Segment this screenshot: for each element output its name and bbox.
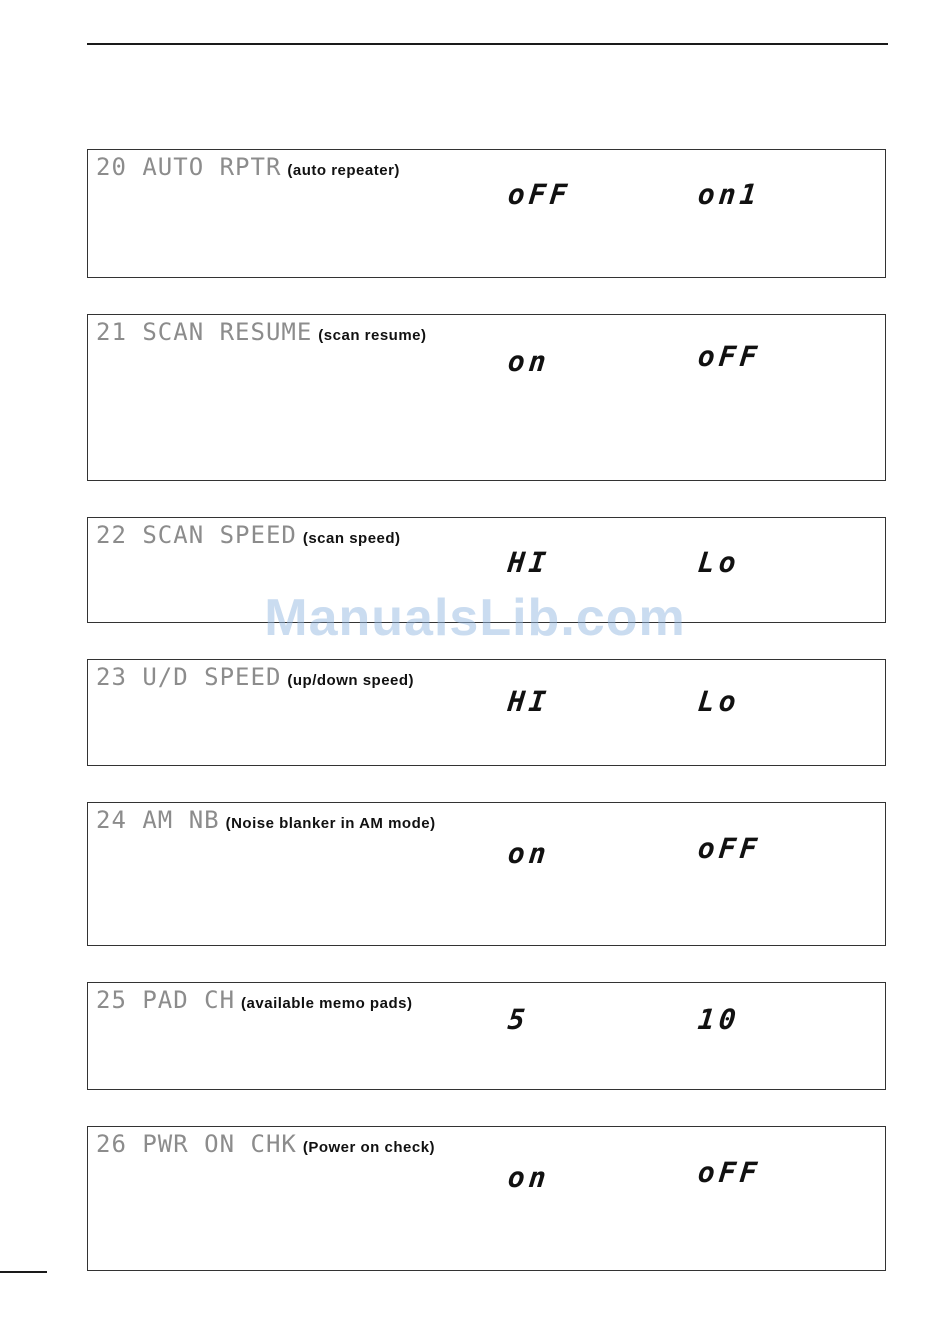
setting-title-row: [96, 986, 412, 1014]
setting-title-row: [96, 663, 414, 691]
setting-title-row: [96, 521, 401, 549]
setting-box-power-on-check: [87, 1126, 886, 1271]
option-b-display: oFF: [696, 340, 763, 373]
setting-box-auto-repeater: [87, 149, 886, 278]
option-a-display: HI: [506, 685, 552, 718]
lcd-title: 26 PWR ON CHK: [96, 1130, 297, 1158]
setting-description: (up/down speed): [287, 672, 415, 689]
option-b-display: Lo: [696, 546, 742, 579]
option-a-display: on: [506, 1161, 552, 1194]
option-a-display: 5: [506, 1003, 531, 1036]
setting-box-up-down-speed: [87, 659, 886, 766]
lcd-title: 23 U/D SPEED: [96, 663, 282, 691]
lcd-title: 25 PAD CH: [96, 986, 236, 1014]
setting-description: (available memo pads): [241, 995, 413, 1012]
lcd-title: 21 SCAN RESUME: [96, 318, 313, 346]
option-b-display: on1: [696, 178, 763, 211]
watermark: ManualsLib.com: [264, 589, 686, 647]
option-b-display: oFF: [696, 832, 763, 865]
setting-description: (auto repeater): [287, 162, 400, 179]
lcd-title: 22 SCAN SPEED: [96, 521, 297, 549]
setting-box-pad-ch: [87, 982, 886, 1090]
option-a-display: on: [506, 837, 552, 870]
setting-box-am-noise-blanker: [87, 802, 886, 946]
bottom-corner-rule: [0, 1271, 47, 1273]
top-rule: [87, 43, 888, 45]
setting-description: (scan resume): [318, 327, 427, 344]
option-a-display: HI: [506, 546, 552, 579]
setting-title-row: [96, 153, 400, 181]
option-a-display: oFF: [506, 178, 573, 211]
setting-description: (scan speed): [302, 530, 401, 547]
option-a-display: on: [506, 345, 552, 378]
setting-description: (Noise blanker in AM mode): [225, 815, 436, 832]
setting-box-scan-resume: [87, 314, 886, 481]
option-b-display: 10: [696, 1003, 742, 1036]
setting-title-row: [96, 318, 427, 346]
lcd-title: 20 AUTO RPTR: [96, 153, 282, 181]
lcd-title: 24 AM NB: [96, 806, 220, 834]
option-b-display: oFF: [696, 1156, 763, 1189]
option-b-display: Lo: [696, 685, 742, 718]
setting-title-row: [96, 806, 436, 834]
setting-description: (Power on check): [302, 1139, 436, 1156]
setting-title-row: [96, 1130, 435, 1158]
